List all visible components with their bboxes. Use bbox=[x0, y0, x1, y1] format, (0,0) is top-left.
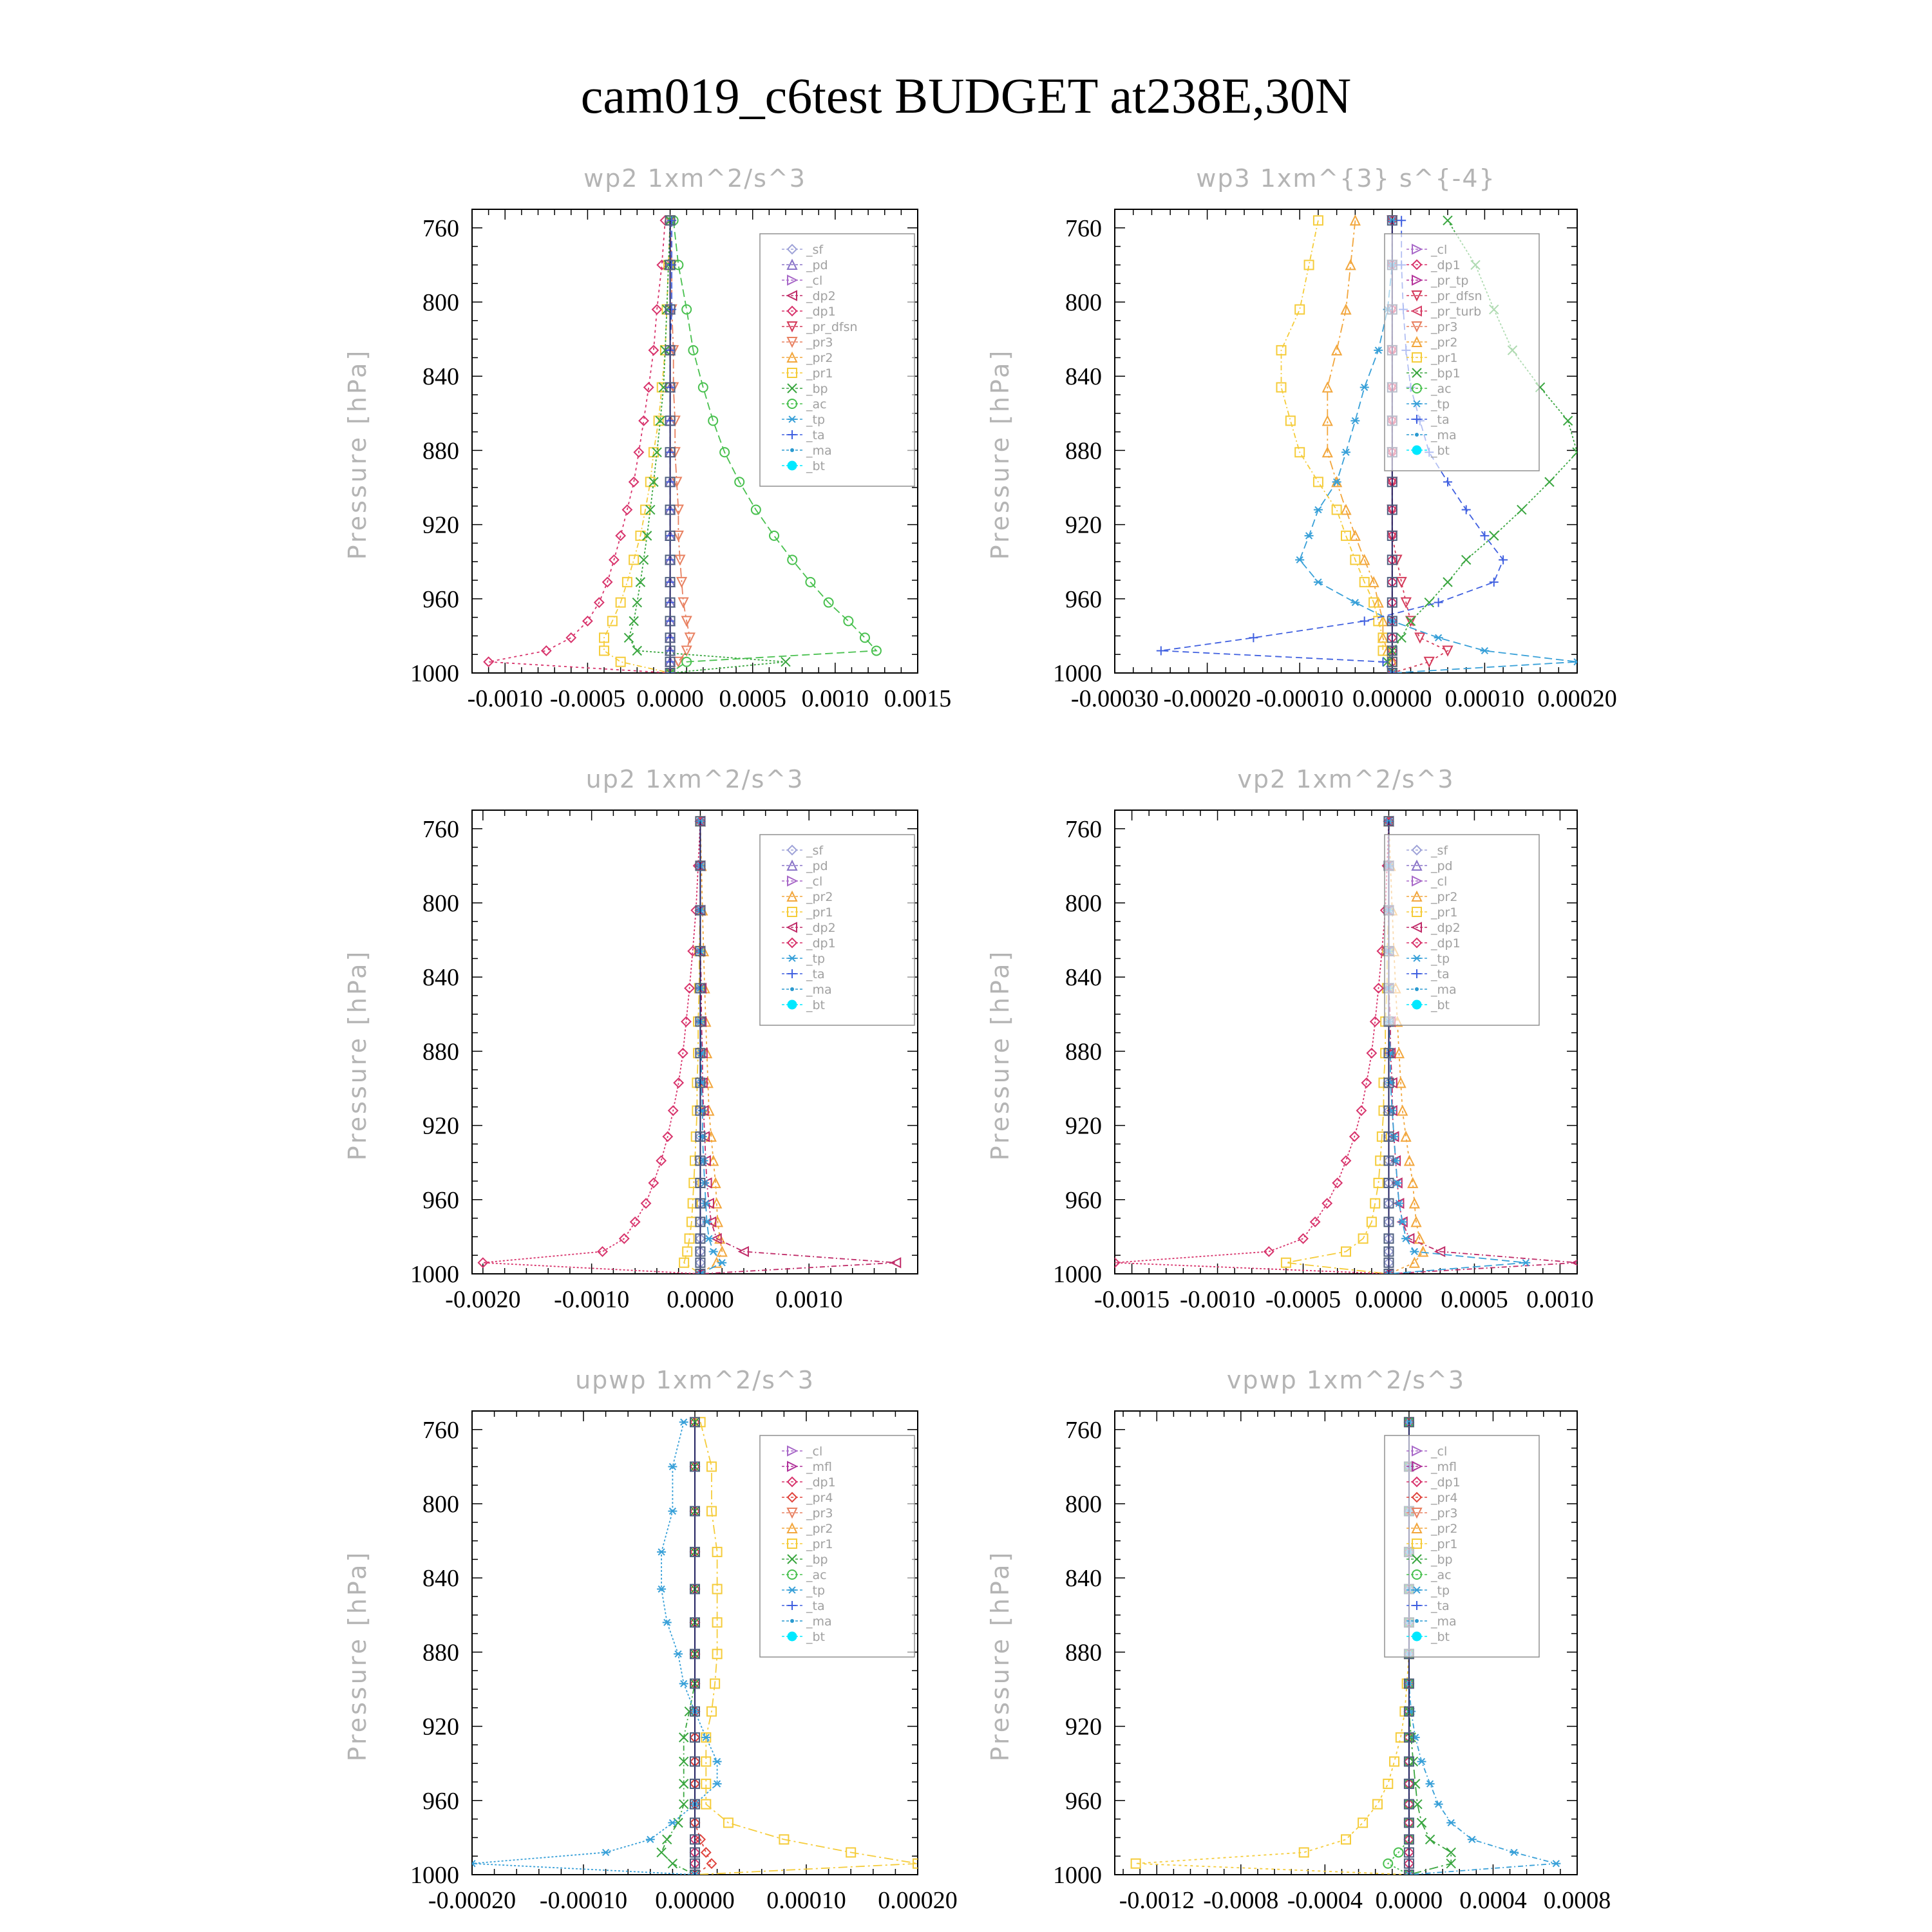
y-tick-label: 1000 bbox=[1053, 1862, 1102, 1889]
legend-label: _dp2 bbox=[806, 289, 836, 303]
data-point-pr1 bbox=[623, 578, 632, 587]
x-tick-label: -0.00030 bbox=[1070, 685, 1159, 712]
data-point-ta bbox=[1443, 477, 1452, 486]
y-tick-label: 920 bbox=[1065, 1713, 1102, 1741]
legend-label: _ac bbox=[1431, 1568, 1452, 1582]
data-point-bp1 bbox=[1490, 531, 1499, 540]
y-tick-label: 760 bbox=[1065, 214, 1102, 242]
y-tick-label: 840 bbox=[422, 363, 459, 391]
legend-label: _pr4 bbox=[1431, 1491, 1458, 1505]
x-tick-label: -0.0020 bbox=[445, 1286, 521, 1313]
data-point-pr1 bbox=[1305, 260, 1314, 269]
y-axis-label: Pressure [hPa] bbox=[986, 348, 1014, 560]
data-point-pr1 bbox=[1314, 216, 1323, 225]
legend-marker bbox=[790, 1619, 794, 1623]
legend-label: _sf bbox=[806, 243, 824, 257]
data-point-bp bbox=[1417, 1818, 1426, 1827]
legend-label: _pr3 bbox=[806, 336, 833, 350]
legend-label: _ma bbox=[1431, 428, 1457, 442]
data-point-tp bbox=[1305, 533, 1314, 539]
legend-label: _pr2 bbox=[1431, 890, 1458, 904]
legend-label: _bt bbox=[1431, 998, 1450, 1012]
x-tick-label: 0.0010 bbox=[775, 1286, 843, 1313]
legend-box bbox=[1385, 1435, 1539, 1657]
data-point-dp1 bbox=[1299, 1234, 1308, 1243]
data-point-dp1 bbox=[1341, 1156, 1350, 1165]
data-point-bp bbox=[632, 646, 641, 655]
y-tick-label: 840 bbox=[1065, 1565, 1102, 1593]
data-point-ta bbox=[1480, 531, 1489, 540]
data-point-tp bbox=[1434, 1801, 1443, 1808]
legend-box bbox=[1385, 835, 1539, 1025]
data-point-ac bbox=[844, 616, 853, 625]
series-line-pr1 bbox=[1286, 821, 1389, 1274]
data-point-pr1 bbox=[1332, 506, 1341, 515]
data-point-tp bbox=[1510, 1850, 1519, 1856]
x-tick-label: -0.0010 bbox=[467, 685, 543, 712]
data-point-tp bbox=[1434, 634, 1443, 641]
data-point-dp1 bbox=[1311, 1217, 1320, 1226]
legend-label: _pr_dfsn bbox=[1431, 289, 1482, 303]
legend-marker bbox=[788, 1000, 797, 1009]
data-point-pr3 bbox=[677, 578, 686, 587]
x-tick-label: -0.00020 bbox=[1163, 685, 1251, 712]
data-point-bp1 bbox=[1443, 216, 1452, 225]
legend-marker bbox=[1412, 1632, 1421, 1641]
data-point-pr1 bbox=[1373, 1800, 1382, 1809]
legend-label: _ac bbox=[806, 397, 827, 412]
legend-label: _cl bbox=[1431, 243, 1448, 257]
y-tick-label: 920 bbox=[422, 511, 459, 539]
data-point-bp1 bbox=[1443, 578, 1452, 587]
data-point-ta bbox=[1462, 506, 1471, 515]
legend-marker bbox=[788, 1632, 797, 1641]
y-tick-label: 840 bbox=[422, 1565, 459, 1593]
x-tick-label: 0.0000 bbox=[1355, 1286, 1423, 1313]
data-point-pr1 bbox=[1295, 305, 1304, 314]
legend-label: _bt bbox=[806, 998, 826, 1012]
legend-label: _dp1 bbox=[1431, 1475, 1461, 1490]
data-point-tp bbox=[601, 1850, 611, 1856]
series-line-dp1 bbox=[1115, 821, 1389, 1274]
legend-label: _pr1 bbox=[1431, 351, 1458, 365]
legend-label: _ta bbox=[806, 428, 825, 442]
legend-label: _dp1 bbox=[1431, 936, 1461, 951]
legend-label: _cl bbox=[806, 875, 823, 889]
legend-label: _bp bbox=[806, 1553, 828, 1567]
legend-marker bbox=[1412, 446, 1421, 455]
y-tick-label: 800 bbox=[1065, 1491, 1102, 1518]
legend-label: _cl bbox=[806, 274, 823, 288]
data-point-pr2 bbox=[1332, 346, 1341, 355]
legend-label: _ta bbox=[806, 967, 825, 981]
legend-label: _pr2 bbox=[806, 351, 833, 365]
legend-label: _ta bbox=[1431, 413, 1450, 427]
data-point-tp bbox=[1314, 507, 1323, 513]
legend-label: _tp bbox=[806, 952, 826, 966]
panel-vp2 bbox=[986, 765, 1594, 1313]
data-point-dp1 bbox=[484, 658, 493, 667]
data-point-ta bbox=[1249, 633, 1258, 642]
y-tick-label: 1000 bbox=[410, 1862, 459, 1889]
y-axis-label: Pressure [hPa] bbox=[343, 949, 372, 1161]
x-tick-label: 0.0010 bbox=[801, 685, 869, 712]
data-point-pr2 bbox=[1350, 531, 1359, 540]
data-point-dp1 bbox=[1323, 1199, 1332, 1208]
legend-marker bbox=[1412, 1000, 1421, 1009]
data-point-ta bbox=[1397, 216, 1406, 225]
legend-label: _pd bbox=[1431, 859, 1453, 873]
legend-label: _pr1 bbox=[1431, 905, 1458, 920]
panel-wp2 bbox=[343, 164, 951, 712]
legend-label: _ta bbox=[806, 1599, 825, 1613]
data-point-ac bbox=[860, 633, 869, 642]
legend-marker bbox=[790, 987, 794, 991]
panel-title: upwp 1xm^2/s^3 bbox=[575, 1366, 815, 1394]
data-point-tp bbox=[713, 1758, 722, 1765]
data-point-pr1 bbox=[616, 658, 625, 667]
data-point-tp bbox=[1410, 1249, 1419, 1255]
data-point-pr1 bbox=[1390, 1757, 1399, 1766]
data-point-tp bbox=[717, 1260, 726, 1266]
data-point-pr-dfsn bbox=[1397, 578, 1406, 587]
x-tick-label: 0.0005 bbox=[719, 685, 786, 712]
legend-label: _tp bbox=[806, 1584, 826, 1598]
panel-vpwp bbox=[986, 1366, 1611, 1914]
x-tick-label: 0.00010 bbox=[1444, 685, 1525, 712]
legend-label: _mfl bbox=[1431, 1460, 1457, 1474]
panel-title: wp3 1xm^{3} s^{-4} bbox=[1196, 164, 1496, 193]
data-point-bp bbox=[663, 1835, 672, 1844]
legend-label: _tp bbox=[806, 413, 826, 427]
data-point-tp bbox=[709, 1249, 718, 1255]
data-point-pr1 bbox=[1276, 383, 1285, 392]
x-tick-label: -0.0010 bbox=[554, 1286, 630, 1313]
y-tick-label: 920 bbox=[422, 1713, 459, 1741]
data-point-bp1 bbox=[1425, 598, 1434, 607]
data-point-tp bbox=[1551, 1861, 1560, 1867]
legend-label: _pr3 bbox=[806, 1506, 833, 1520]
data-point-bp1 bbox=[1517, 506, 1526, 515]
legend-label: _tp bbox=[1431, 1584, 1450, 1598]
data-point-pr1 bbox=[707, 1462, 716, 1471]
data-point-pr4 bbox=[701, 1848, 710, 1857]
data-point-bp1 bbox=[1397, 633, 1406, 642]
legend-label: _sf bbox=[1431, 844, 1448, 858]
legend-label: _pr2 bbox=[806, 1522, 833, 1536]
x-tick-label: 0.00020 bbox=[1537, 685, 1617, 712]
data-point-pr2 bbox=[1398, 1106, 1407, 1115]
y-tick-label: 760 bbox=[422, 1416, 459, 1444]
panels bbox=[343, 164, 1617, 1914]
y-tick-label: 1000 bbox=[410, 660, 459, 687]
legend-label: _pd bbox=[806, 859, 828, 873]
legend-label: _dp2 bbox=[1431, 921, 1461, 935]
y-tick-label: 760 bbox=[422, 214, 459, 242]
legend-label: _pr1 bbox=[806, 1537, 833, 1551]
data-point-bp1 bbox=[1462, 555, 1471, 564]
x-tick-label: 0.0000 bbox=[1375, 1887, 1443, 1914]
y-tick-label: 880 bbox=[422, 437, 459, 465]
legend-label: _bt bbox=[1431, 444, 1450, 458]
legend-label: _pr2 bbox=[1431, 1522, 1458, 1536]
y-tick-label: 960 bbox=[422, 1186, 459, 1214]
y-tick-label: 760 bbox=[1065, 815, 1102, 843]
legend-label: _ac bbox=[1431, 382, 1452, 396]
legend bbox=[760, 1435, 914, 1657]
y-tick-label: 840 bbox=[1065, 363, 1102, 391]
y-axis-label: Pressure [hPa] bbox=[343, 348, 372, 560]
legend-label: _ta bbox=[1431, 967, 1450, 981]
y-tick-label: 920 bbox=[1065, 511, 1102, 539]
data-point-pr2 bbox=[1419, 1247, 1428, 1256]
x-tick-label: 0.0004 bbox=[1459, 1887, 1527, 1914]
legend-label: _tp bbox=[1431, 397, 1450, 412]
legend-label: _bp bbox=[1431, 1553, 1453, 1567]
data-point-ta bbox=[1490, 578, 1499, 587]
data-point-bp bbox=[679, 1733, 688, 1742]
legend bbox=[1385, 1435, 1539, 1657]
legend bbox=[760, 835, 914, 1025]
data-point-tp bbox=[1446, 1819, 1455, 1826]
legend bbox=[1385, 234, 1539, 471]
legend-box bbox=[760, 234, 914, 486]
data-point-dp1 bbox=[649, 1179, 658, 1188]
y-tick-label: 800 bbox=[1065, 890, 1102, 917]
y-tick-label: 1000 bbox=[1053, 660, 1102, 687]
x-tick-label: 0.0010 bbox=[1526, 1286, 1594, 1313]
legend-label: _ma bbox=[806, 1615, 832, 1629]
y-tick-label: 800 bbox=[1065, 289, 1102, 316]
data-point-pr1 bbox=[1383, 1779, 1392, 1788]
legend-marker bbox=[1415, 1619, 1419, 1623]
legend-label: _pr2 bbox=[806, 890, 833, 904]
panel-title: up2 1xm^2/s^3 bbox=[585, 765, 804, 793]
x-tick-label: -0.0004 bbox=[1287, 1887, 1363, 1914]
data-point-tp bbox=[1521, 1260, 1530, 1266]
data-point-ac bbox=[770, 531, 779, 540]
legend-label: _bp1 bbox=[1431, 366, 1461, 381]
series-line-dp1 bbox=[483, 821, 701, 1274]
legend-marker bbox=[1415, 987, 1419, 991]
data-point-bp1 bbox=[1545, 477, 1554, 486]
panel-upwp bbox=[343, 1366, 958, 1914]
data-point-tp bbox=[657, 1549, 666, 1555]
y-tick-label: 920 bbox=[1065, 1112, 1102, 1140]
data-point-tp bbox=[1480, 648, 1489, 654]
x-tick-label: 0.0005 bbox=[1441, 1286, 1508, 1313]
series-line-pr1 bbox=[1136, 1422, 1409, 1875]
data-point-dp1 bbox=[657, 1156, 666, 1165]
x-tick-label: -0.00020 bbox=[428, 1887, 516, 1914]
data-point-pr2 bbox=[1323, 416, 1332, 425]
data-point-bp bbox=[668, 1859, 677, 1868]
legend-label: _pr2 bbox=[1431, 336, 1458, 350]
data-point-ta bbox=[1434, 598, 1443, 607]
legend-label: _dp1 bbox=[1431, 258, 1461, 272]
legend bbox=[760, 234, 914, 486]
legend-label: _pr4 bbox=[806, 1491, 833, 1505]
legend-marker bbox=[788, 461, 797, 470]
legend-label: _ma bbox=[806, 983, 832, 997]
data-point-tp bbox=[705, 1235, 714, 1242]
legend-label: _pr_dfsn bbox=[806, 320, 858, 334]
legend-label: _pd bbox=[806, 258, 828, 272]
y-tick-label: 840 bbox=[1065, 964, 1102, 992]
y-tick-label: 840 bbox=[422, 964, 459, 992]
x-tick-label: -0.0010 bbox=[1179, 1286, 1256, 1313]
y-axis-label: Pressure [hPa] bbox=[343, 1549, 372, 1762]
x-tick-label: -0.00010 bbox=[539, 1887, 628, 1914]
data-point-tp bbox=[1341, 449, 1350, 455]
data-point-dp2 bbox=[891, 1258, 900, 1267]
data-point-ta bbox=[1499, 555, 1508, 564]
x-tick-label: -0.0005 bbox=[549, 685, 625, 712]
data-point-bp bbox=[679, 1800, 688, 1809]
legend-label: _ma bbox=[1431, 983, 1457, 997]
legend-label: _pr3 bbox=[1431, 320, 1458, 334]
y-tick-label: 960 bbox=[422, 585, 459, 613]
legend-box bbox=[1385, 234, 1539, 471]
x-tick-label: 0.00010 bbox=[766, 1887, 846, 1914]
legend bbox=[1385, 835, 1539, 1025]
x-tick-label: -0.0015 bbox=[1094, 1286, 1170, 1313]
data-point-tp bbox=[1426, 1781, 1435, 1787]
legend-label: _ma bbox=[1431, 1615, 1457, 1629]
legend-marker bbox=[1415, 433, 1419, 437]
data-point-bp bbox=[1426, 1835, 1435, 1844]
legend-label: _dp2 bbox=[806, 921, 836, 935]
x-tick-label: -0.00010 bbox=[1256, 685, 1344, 712]
x-tick-label: -0.0008 bbox=[1203, 1887, 1279, 1914]
figure-title: cam019_c6test BUDGET at238E,30N bbox=[580, 68, 1352, 124]
panel-wp3 bbox=[986, 164, 1617, 712]
y-tick-label: 760 bbox=[422, 815, 459, 843]
data-point-ta bbox=[1378, 658, 1387, 667]
y-tick-label: 880 bbox=[422, 1639, 459, 1667]
y-axis-label: Pressure [hPa] bbox=[986, 949, 1014, 1161]
x-tick-label: 0.0008 bbox=[1543, 1887, 1611, 1914]
x-tick-label: 0.00000 bbox=[655, 1887, 735, 1914]
legend-label: _dp1 bbox=[806, 936, 836, 951]
data-point-bp bbox=[657, 1848, 666, 1857]
data-point-bp bbox=[624, 633, 633, 642]
x-tick-label: -0.0005 bbox=[1265, 1286, 1341, 1313]
y-tick-label: 800 bbox=[422, 890, 459, 917]
y-tick-label: 880 bbox=[422, 1038, 459, 1066]
data-point-tp bbox=[679, 1680, 688, 1687]
y-tick-label: 800 bbox=[422, 1491, 459, 1518]
y-tick-label: 960 bbox=[1065, 1186, 1102, 1214]
data-point-tp bbox=[674, 1651, 683, 1657]
y-tick-label: 1000 bbox=[410, 1261, 459, 1288]
data-point-pr2 bbox=[1341, 506, 1350, 515]
y-tick-label: 960 bbox=[1065, 1787, 1102, 1815]
y-tick-label: 880 bbox=[1065, 1639, 1102, 1667]
legend-label: _dp1 bbox=[806, 305, 836, 319]
data-point-tp bbox=[1360, 384, 1369, 391]
data-point-tp bbox=[1295, 556, 1304, 563]
legend-label: _bt bbox=[1431, 1630, 1450, 1644]
legend-label: _pr3 bbox=[1431, 1506, 1458, 1520]
legend-label: _tp bbox=[1431, 952, 1450, 966]
panel-title: vpwp 1xm^2/s^3 bbox=[1226, 1366, 1466, 1394]
legend-label: _sf bbox=[806, 844, 824, 858]
legend-label: _bt bbox=[806, 459, 826, 473]
y-axis-label: Pressure [hPa] bbox=[986, 1549, 1014, 1762]
data-point-pr1 bbox=[600, 646, 609, 655]
y-tick-label: 760 bbox=[1065, 1416, 1102, 1444]
legend-label: _pr_turb bbox=[1431, 305, 1482, 319]
y-tick-label: 1000 bbox=[1053, 1261, 1102, 1288]
legend-label: _mfl bbox=[806, 1460, 832, 1474]
panel-title: vp2 1xm^2/s^3 bbox=[1237, 765, 1455, 793]
legend-label: _pr1 bbox=[806, 366, 833, 381]
data-point-pr-dfsn bbox=[1416, 633, 1425, 642]
legend-label: _cl bbox=[1431, 875, 1448, 889]
legend-label: _pr_tp bbox=[1431, 274, 1469, 288]
legend-label: _cl bbox=[806, 1444, 823, 1459]
data-point-tp bbox=[1350, 417, 1359, 424]
x-tick-label: 0.0000 bbox=[667, 1286, 734, 1313]
y-tick-label: 880 bbox=[1065, 1038, 1102, 1066]
data-point-dp1 bbox=[583, 616, 592, 625]
panel-up2 bbox=[343, 765, 918, 1313]
data-point-ta bbox=[1157, 646, 1166, 655]
legend-label: _bt bbox=[806, 1630, 826, 1644]
legend-box bbox=[760, 835, 914, 1025]
x-tick-label: 0.00020 bbox=[878, 1887, 958, 1914]
x-tick-label: 0.0015 bbox=[884, 685, 952, 712]
legend-label: _ac bbox=[806, 1568, 827, 1582]
data-point-pr-dfsn bbox=[1425, 658, 1434, 667]
data-point-pr1 bbox=[629, 555, 638, 564]
data-point-ta bbox=[1360, 616, 1369, 625]
y-tick-label: 880 bbox=[1065, 437, 1102, 465]
y-tick-label: 920 bbox=[422, 1112, 459, 1140]
data-point-dp1 bbox=[629, 477, 638, 486]
data-point-pr1 bbox=[1374, 1179, 1383, 1188]
y-tick-label: 960 bbox=[1065, 585, 1102, 613]
data-point-tp bbox=[679, 1419, 688, 1425]
x-tick-label: -0.0012 bbox=[1119, 1887, 1195, 1914]
data-point-bp1 bbox=[1564, 416, 1573, 425]
legend-label: _ma bbox=[806, 444, 832, 458]
data-point-pr3 bbox=[682, 646, 691, 655]
x-tick-label: 0.0000 bbox=[636, 685, 704, 712]
series-line-pr1 bbox=[1282, 220, 1392, 673]
legend-label: _pr1 bbox=[1431, 1537, 1458, 1551]
data-point-pr4 bbox=[707, 1859, 716, 1868]
data-point-tp bbox=[668, 1508, 677, 1515]
legend-label: _pr1 bbox=[806, 905, 833, 920]
x-tick-label: 0.00000 bbox=[1352, 685, 1432, 712]
y-tick-label: 960 bbox=[422, 1787, 459, 1815]
series-line-dp1 bbox=[489, 220, 670, 673]
data-point-dp1 bbox=[630, 1217, 639, 1226]
legend-label: _cl bbox=[1431, 1444, 1448, 1459]
legend-marker bbox=[790, 448, 794, 452]
panel-title: wp2 1xm^2/s^3 bbox=[583, 164, 806, 193]
legend-label: _bp bbox=[806, 382, 828, 396]
y-tick-label: 800 bbox=[422, 289, 459, 316]
legend-label: _dp1 bbox=[806, 1475, 836, 1490]
data-point-pr1 bbox=[1286, 416, 1295, 425]
legend-label: _ta bbox=[1431, 1599, 1450, 1613]
legend-box bbox=[760, 1435, 914, 1657]
